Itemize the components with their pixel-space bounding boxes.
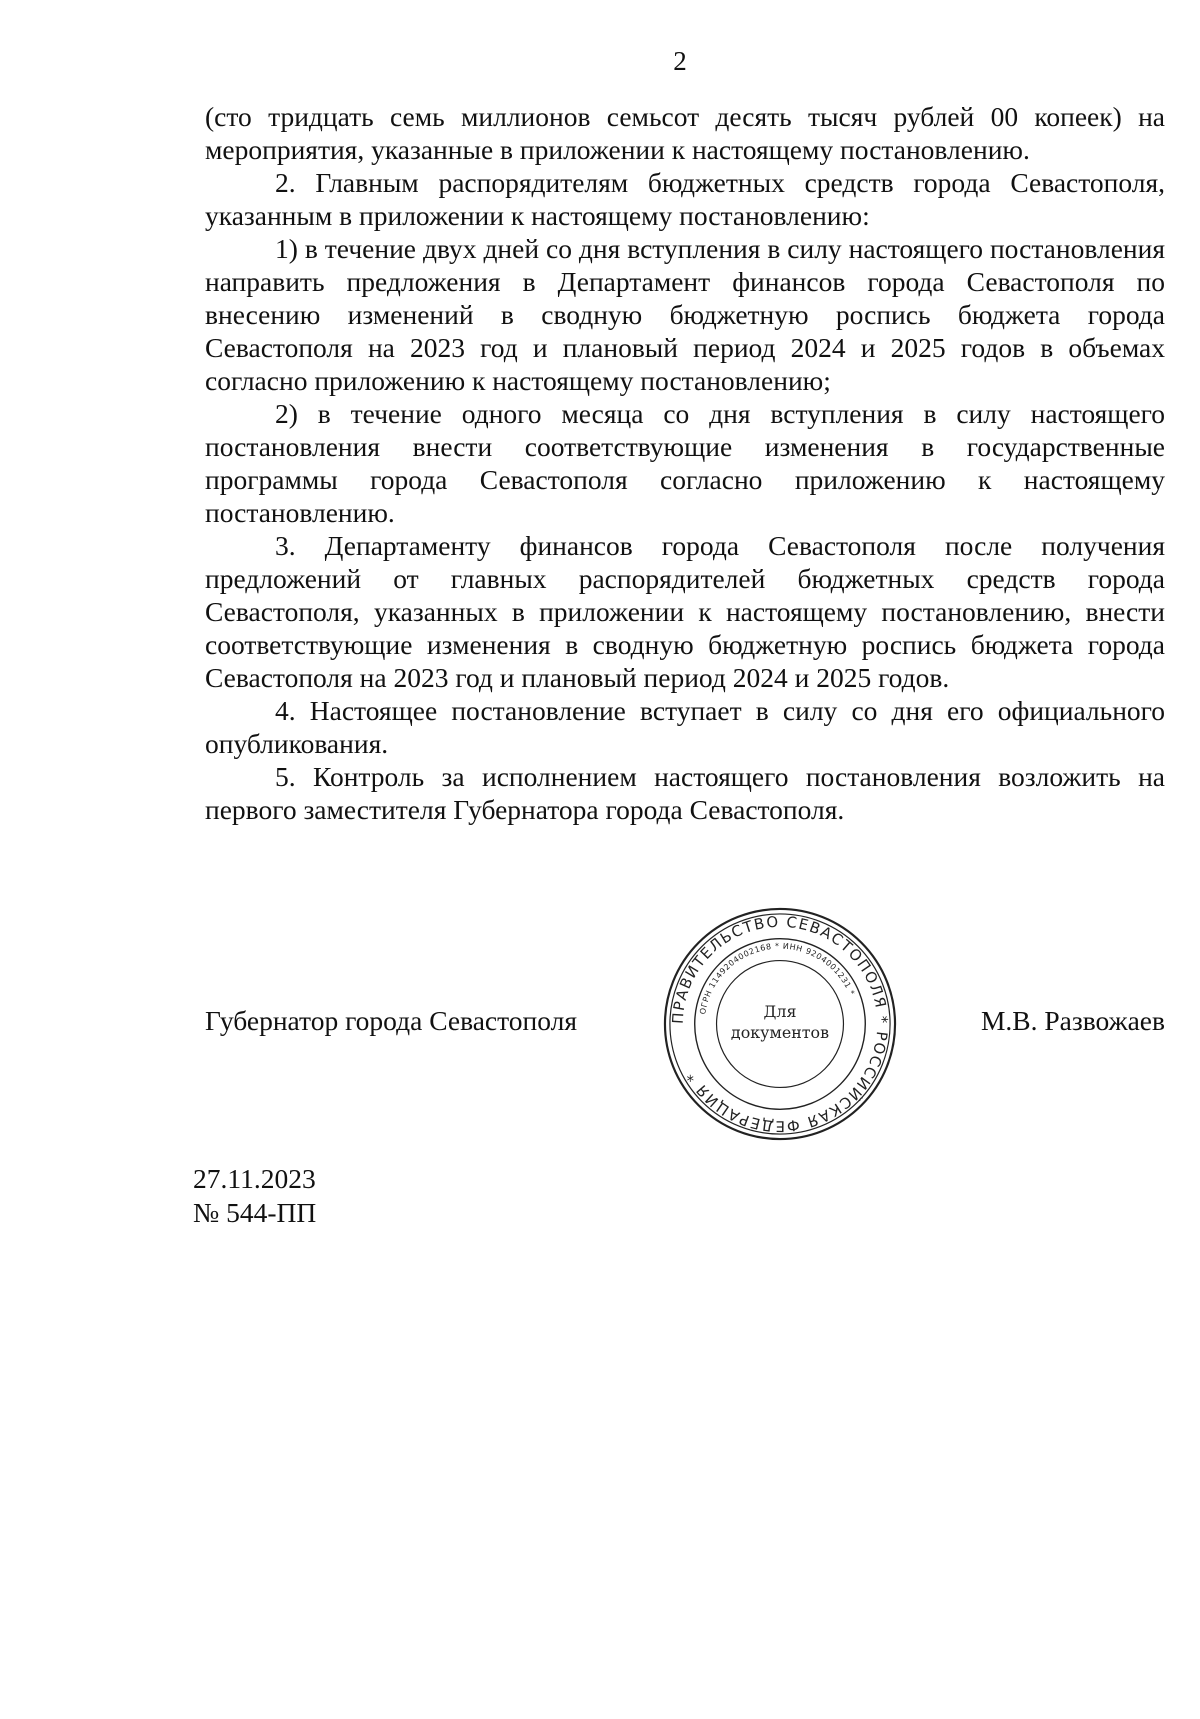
seal-center-line-1: Для <box>763 1002 797 1022</box>
paragraph: 2. Главным распорядителям бюджетных средств города Севастополя, указанным в приложении к настоящему постановлению: <box>205 167 1165 231</box>
official-seal-stamp <box>661 905 899 1143</box>
document-date: 27.11.2023 <box>193 1163 316 1194</box>
page-number: 2 <box>673 46 687 76</box>
document-body <box>205 100 1165 826</box>
paragraph: 1) в течение двух дней со дня вступления в силу настоящего постановления направить предложения в Департамент финансов города Севастополя по внесению изменений в сводную бюджетную роспись бюджета города Севастополя на 2023 год и плановый период 2024 и 2025 годов в объемах согласно приложению к настоящему постановлению; <box>205 233 1165 396</box>
paragraph: 5. Контроль за исполнением настоящего постановления возложить на первого заместителя Губернатора города Севастополя. <box>205 761 1165 825</box>
signer-name: М.В. Развожаев <box>980 1005 1165 1036</box>
paragraph: 2) в течение одного месяца со дня вступления в силу настоящего постановления внести соответствующие изменения в государственные программы города Севастополя согласно приложению к настоящему постановлению. <box>205 398 1165 528</box>
seal-inner-ring-text: ОГРН 1149204002168 * ИНН 9204001231 * <box>698 941 857 1015</box>
signer-title: Губернатор города Севастополя <box>205 1005 577 1036</box>
document-number: № 544-ПП <box>193 1197 317 1228</box>
seal-center-line-2: документов <box>730 1022 830 1042</box>
paragraph: (сто тридцать семь миллионов семьсот десять тысяч рублей 00 копеек) на мероприятия, указанные в приложении к настоящему постановлению. <box>205 101 1165 165</box>
seal-outer-text: ПРАВИТЕЛЬСТВО СЕВАСТОПОЛЯ * РОССИЙСКАЯ ФЕДЕРАЦИЯ * <box>668 912 892 1136</box>
paragraph: 3. Департаменту финансов города Севастополя после получения предложений от главных распорядителей бюджетных средств города Севастополя, указанных в приложении к настоящему постановлению, внести соответствующие изменения в сводную бюджетную роспись бюджета города Севастополя на 2023 год и плановый период 2024 и 2025 годов. <box>205 530 1165 693</box>
paragraph: 4. Настоящее постановление вступает в силу со дня его официального опубликования. <box>205 695 1165 759</box>
document-meta <box>193 1162 316 1230</box>
